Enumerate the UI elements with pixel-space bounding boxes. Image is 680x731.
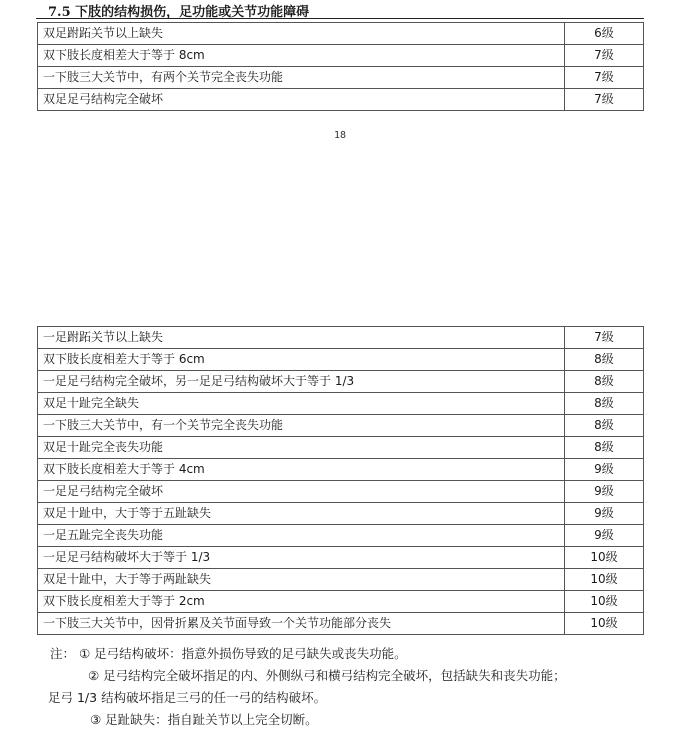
injury-description: 一下肢三大关节中，有两个关节完全丧失功能 — [38, 67, 565, 89]
table-row — [38, 613, 644, 635]
disability-grade: 10级 — [565, 591, 644, 613]
disability-grade: 10级 — [565, 569, 644, 591]
injury-description: 一足足弓结构破坏大于等于 1/3 — [38, 547, 565, 569]
injury-description: 一下肢三大关节中，因骨折累及关节面导致一个关节功能部分丧失 — [38, 613, 565, 635]
table-row — [38, 349, 644, 371]
note-line-2: ② 足弓结构完全破坏指足的内、外侧纵弓和横弓结构完全破坏，包括缺失和丧失功能； — [88, 668, 566, 683]
table-row — [38, 89, 644, 111]
injury-description: 双足十趾中，大于等于两趾缺失 — [38, 569, 565, 591]
disability-grade: 7级 — [565, 89, 644, 111]
injury-description: 双下肢长度相差大于等于 6cm — [38, 349, 565, 371]
table-row — [38, 547, 644, 569]
disability-grade: 8级 — [565, 415, 644, 437]
injury-description: 一足足弓结构完全破坏 — [38, 481, 565, 503]
injury-description: 双足十趾中，大于等于五趾缺失 — [38, 503, 565, 525]
injury-description: 双下肢长度相差大于等于 2cm — [38, 591, 565, 613]
disability-table-bottom — [37, 326, 644, 635]
disability-grade: 9级 — [565, 481, 644, 503]
disability-grade: 10级 — [565, 613, 644, 635]
injury-description: 一足跗跖关节以上缺失 — [38, 327, 565, 349]
table-row — [38, 591, 644, 613]
table-row — [38, 459, 644, 481]
section-heading: 7.5 下肢的结构损伤，足功能或关节功能障碍 — [48, 5, 310, 20]
page-number: 18 — [333, 130, 347, 141]
disability-grade: 8级 — [565, 437, 644, 459]
injury-description: 双足跗跖关节以上缺失 — [38, 23, 565, 45]
injury-description: 双足十趾完全缺失 — [38, 393, 565, 415]
disability-grade: 7级 — [565, 45, 644, 67]
note-line-3: 足弓 1/3 结构破坏指足三弓的任一弓的结构破坏。 — [48, 690, 327, 705]
disability-grade: 7级 — [565, 67, 644, 89]
disability-grade: 10级 — [565, 547, 644, 569]
table-row — [38, 481, 644, 503]
disability-grade: 8级 — [565, 349, 644, 371]
table-row — [38, 23, 644, 45]
table-row — [38, 327, 644, 349]
notes — [50, 643, 566, 731]
note-line-4: ③ 足趾缺失：指自趾关节以上完全切断。 — [90, 712, 318, 727]
top-rule — [36, 18, 644, 19]
note-line-1: 注： ① 足弓结构破坏：指意外损伤导致的足弓缺失或丧失功能。 — [50, 646, 407, 661]
disability-grade: 9级 — [565, 459, 644, 481]
injury-description: 一足足弓结构完全破坏，另一足足弓结构破坏大于等于 1/3 — [38, 371, 565, 393]
disability-grade: 7级 — [565, 327, 644, 349]
table-row — [38, 67, 644, 89]
injury-description: 双足足弓结构完全破坏 — [38, 89, 565, 111]
disability-grade: 9级 — [565, 503, 644, 525]
injury-description: 双下肢长度相差大于等于 8cm — [38, 45, 565, 67]
injury-description: 双下肢长度相差大于等于 4cm — [38, 459, 565, 481]
injury-description: 一足五趾完全丧失功能 — [38, 525, 565, 547]
disability-grade: 9级 — [565, 525, 644, 547]
injury-description: 双足十趾完全丧失功能 — [38, 437, 565, 459]
table-row — [38, 437, 644, 459]
table-row — [38, 371, 644, 393]
table-row — [38, 569, 644, 591]
table-row — [38, 45, 644, 67]
disability-grade: 8级 — [565, 393, 644, 415]
table-row — [38, 525, 644, 547]
disability-grade: 6级 — [565, 23, 644, 45]
table-row — [38, 393, 644, 415]
disability-grade: 8级 — [565, 371, 644, 393]
injury-description: 一下肢三大关节中，有一个关节完全丧失功能 — [38, 415, 565, 437]
table-row — [38, 415, 644, 437]
table-row — [38, 503, 644, 525]
disability-table-top — [37, 22, 644, 111]
